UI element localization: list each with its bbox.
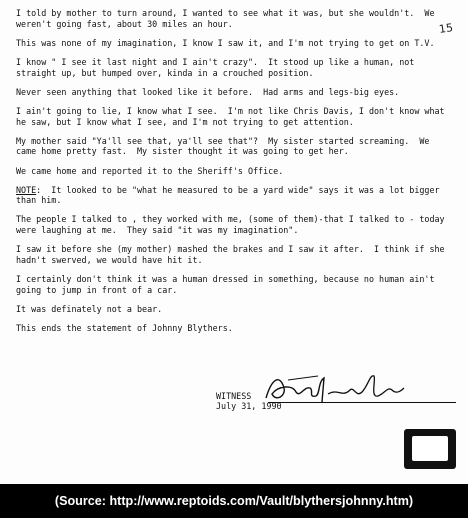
paragraph: The people I talked to , they worked with me, (some of them)-that I talked to - today were laughing at me. They said "it was my imagination". <box>16 214 450 236</box>
paragraph: It was definately not a bear. <box>16 303 163 314</box>
paragraph: I saw it before she (my mother) mashed the brakes and I saw it after. I think if she hadn't swerved, we would have hit it. <box>16 244 450 265</box>
witness-block <box>216 388 456 422</box>
paragraph: I ain't going to lie, I know what I see. I'm not like Chris Davis, I don't know what he saw, but I know what I see, and I'm not trying to get attention. <box>16 105 450 127</box>
paragraph: I know " I see it last night and I ain't crazy". It stood up like a human, not straight up, but humped over, kinda in a crouched position. <box>16 56 420 78</box>
witness-date: July 31, 1990 <box>216 401 282 411</box>
paragraph: Never seen anything that looked like it before. Had arms and legs-big eyes. <box>16 86 400 97</box>
closing-statement: This ends the statement of Johnny Blythers. <box>16 323 233 333</box>
black-box-mark <box>404 429 456 469</box>
witness-label: WITNESS <box>216 391 252 401</box>
paragraph: This was none of my imagination, I know I saw it, and I'm not trying to get on T.V. <box>16 37 435 48</box>
signature-line <box>268 402 456 403</box>
paragraph: We came home and reported it to the Sheriff's Office. <box>16 165 284 176</box>
page-number: 15 <box>438 21 454 36</box>
paragraph: I told by mother to turn around, I wanted to see what it was, but she wouldn't. We weren't going fast, about 30 miles an hour. <box>16 8 440 29</box>
paragraph: I certainly don't think it was a human dressed in something, because no human ain't going to jump in front of a car. <box>16 274 440 295</box>
source-caption-bar <box>0 484 468 518</box>
source-caption: (Source: http://www.reptoids.com/Vault/blythersjohnny.htm) <box>54 494 414 508</box>
note-label: NOTE <box>16 184 37 195</box>
note-text: : It looked to be "what he measured to be a yard wide" says it was a lot bigger than him. <box>16 184 445 206</box>
paragraph: My mother said "Ya'll see that, ya'll see that"? My sister started screaming. We came home pretty fast. My sister thought it was going to get her. <box>16 135 435 157</box>
black-box-mark-window <box>412 436 448 461</box>
note-paragraph <box>16 185 448 206</box>
statement-text <box>16 8 448 342</box>
